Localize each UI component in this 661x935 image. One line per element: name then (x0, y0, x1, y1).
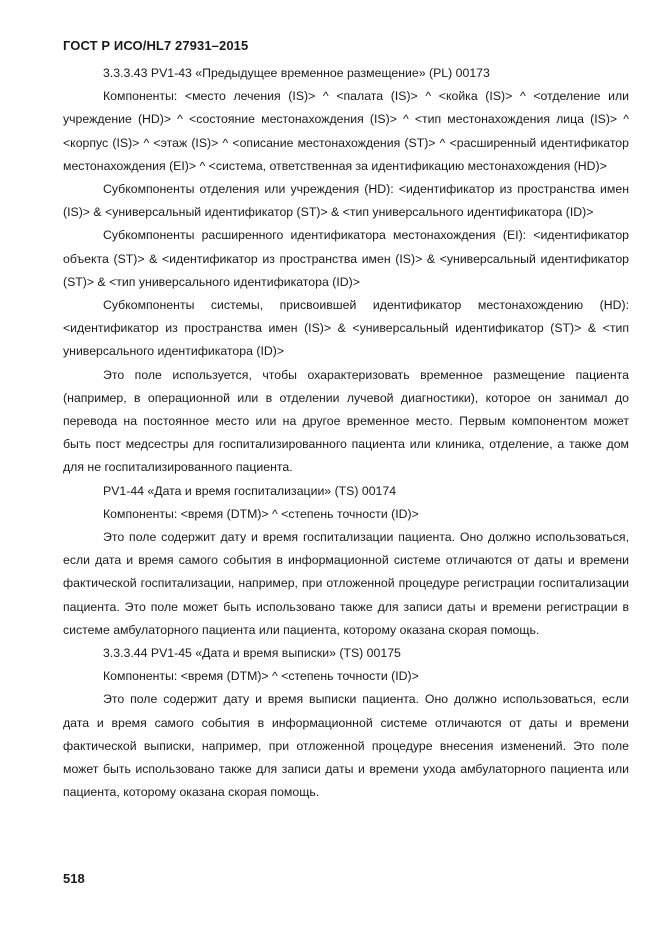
paragraph-description-pv1-44: Это поле содержит дату и время госпитализации пациента. Оно должно использоваться, если дата и время самого события в информационной системе отличаются от даты и времени фактической госпитализации, например, при отложенной процедуре регистрации госпитализации пациента. Это поле может быть использовано также для записи даты и времени регистрации в системе амбулаторного пациента или пациента, которому оказана скорая помощь. (63, 530, 629, 637)
standard-header: ГОСТ Р ИСО/HL7 27931–2015 (63, 38, 249, 53)
paragraph-description-pv1-43: Это поле используется, чтобы охарактеризовать временное размещение пациента (например, в операционной или в отделении лучевой диагностики), которое он занимал до перевода на постоянное место или на другое временное место. Первым компонентом может быть пост медсестры для госпитализированного пациента или клиника, отделение, а также дом для не госпитализированного пациента. (63, 367, 629, 475)
page-number: 518 (63, 871, 85, 886)
paragraph-components-pv1-44: Компоненты: <время (DTM)> ^ <степень точности (ID)> (103, 506, 419, 521)
paragraph-description-pv1-45: Это поле содержит дату и время выписки пациента. Оно должно использоваться, если дата и время самого события в информационной системе отличаются от даты и времени фактической выписки, например, при отложенной процедуре внесения изменений. Это поле может быть использовано также для записи даты и времени ухода амбулаторного пациента или пациента, которому оказана скорая помощь. (63, 692, 629, 800)
paragraph-subcomponents-hd: Субкомпоненты отделения или учреждения (HD): <идентификатор из пространства имен (IS)> & <универсальный идентификатор (ST)> & <тип универсального идентификатора (ID)> (63, 182, 629, 220)
paragraph-subcomponents-system: Субкомпоненты системы, присвоившей идентификатор местонахождению (HD): <идентификатор из пространства имен (IS)> & <универсальный идентификатор (ST)> & <тип универсального идентификатора (ID)> (63, 298, 629, 359)
document-body (63, 62, 629, 805)
section-heading-pv1-44: PV1-44 «Дата и время госпитализации» (TS) 00174 (103, 483, 397, 498)
paragraph-components-pv1-45: Компоненты: <время (DTM)> ^ <степень точности (ID)> (103, 669, 419, 684)
section-heading-pv1-43: 3.3.3.43 PV1-43 «Предыдущее временное размещение» (PL) 00173 (103, 66, 490, 80)
section-heading-pv1-45: 3.3.3.44 PV1-45 «Дата и время выписки» (TS) 00175 (103, 646, 401, 661)
paragraph-subcomponents-ei: Субкомпоненты расширенного идентификатора местонахождения (EI): <идентификатор объекта (ST)> & <идентификатор из пространства имен (IS)> & <универсальный идентификатор (ST)> & <тип универсального идентификатора (ID)> (63, 228, 629, 289)
paragraph-components-pv1-43: Компоненты: <место лечения (IS)> ^ <палата (IS)> ^ <койка (IS)> ^ <отделение или учреждение (HD)> ^ <состояние местонахождения (IS)> ^ <тип местонахождения лица (IS)> ^ <корпус (IS)> ^ <этаж (IS)> ^ <описание местонахождения (ST)> ^ <расширенный идентификатор местонахождения (EI)> ^ <система, ответственная за идентификацию местонахождения (HD)> (63, 89, 629, 173)
